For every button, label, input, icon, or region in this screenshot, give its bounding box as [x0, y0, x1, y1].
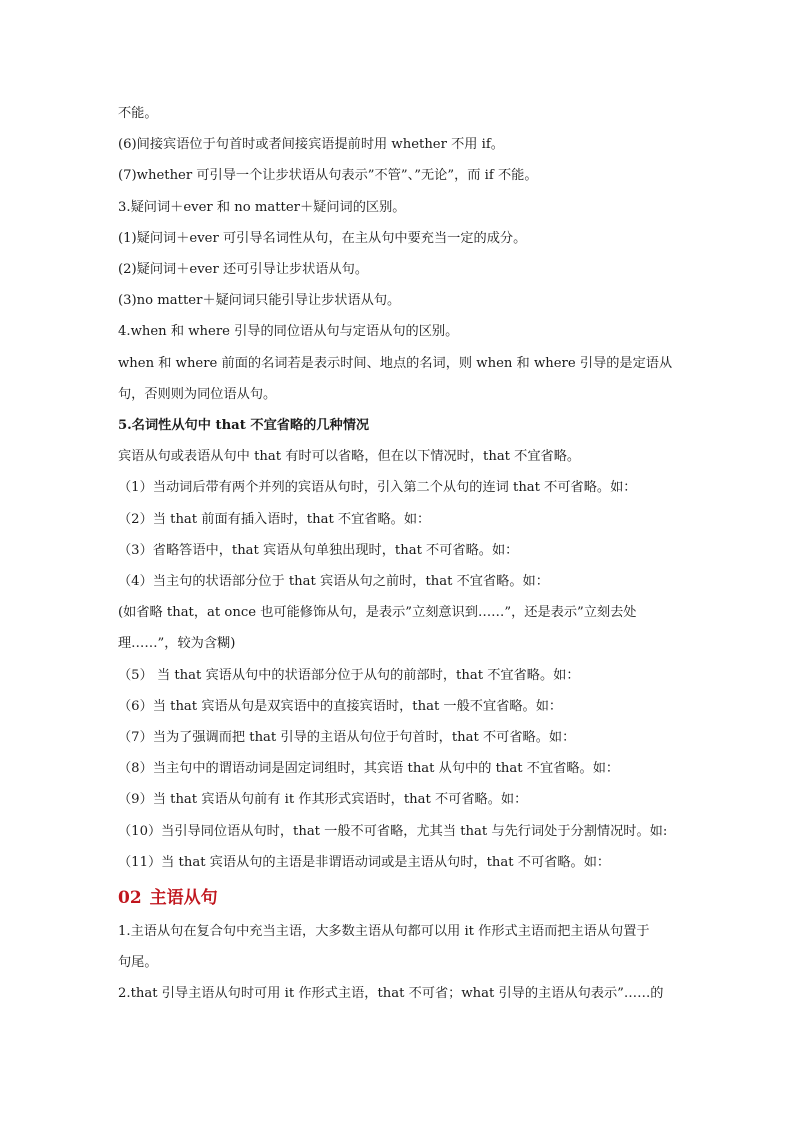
- text-line: 2.that 引导主语从句时可用 it 作形式主语，that 不可省；what 引导的主语从句表示”……的: [118, 986, 664, 1002]
- text-line: (6)间接宾语位于句首时或者间接宾语提前时用 whether 不用 if。: [118, 137, 504, 153]
- text-line: 不能。: [118, 106, 158, 121]
- document-page: [118, 98, 680, 1010]
- list-item: （7）当为了强调而把 that 引导的主语从句位于句首时，that 不可省略。如：: [118, 730, 576, 746]
- section-heading: [118, 880, 680, 916]
- list-item: （4）当主句的状语部分位于 that 宾语从句之前时，that 不宜省略。如：: [118, 574, 549, 590]
- text-line: (7)whether 可引导一个让步状语从句表示”不管”、”无论”，而 if 不能。: [118, 168, 538, 184]
- list-item: （10）当引导同位语从句时，that 一般不可省略，尤其当 that 与先行词处于分割情况时。如:: [118, 823, 668, 839]
- text-line: (3)no matter＋疑问词只能引导让步状语从句。: [118, 293, 401, 309]
- subheading: 5.名词性从句中 that 不宜省略的几种情况: [118, 418, 370, 434]
- text-line: 句，否则则为同位语从句。: [118, 386, 277, 402]
- text-line: (2)疑问词＋ever 还可引导让步状语从句。: [118, 262, 369, 278]
- section-title: 主语从句: [149, 888, 218, 909]
- text-line: 理……”，较为含糊): [118, 636, 236, 652]
- section-number: 02: [118, 888, 142, 909]
- text-line: (如省略 that，at once 也可能修饰从句，是表示”立刻意识到……”，还是表示”立刻去处: [118, 605, 637, 621]
- text-line: 3.疑问词＋ever 和 no matter＋疑问词的区别。: [118, 199, 406, 215]
- list-item: （11）当 that 宾语从句的主语是非谓语动词或是主语从句时，that 不可省略。如：: [118, 854, 611, 870]
- list-item: （9）当 that 宾语从句前有 it 作其形式宾语时，that 不可省略。如：: [118, 792, 528, 808]
- text-line: when 和 where 前面的名词若是表示时间、地点的名词，则 when 和 where 引导的是定语从: [118, 355, 673, 371]
- list-item: （2）当 that 前面有插入语时，that 不宜省略。如：: [118, 511, 431, 527]
- list-item: （3）省略答语中，that 宾语从句单独出现时，that 不可省略。如：: [118, 542, 519, 558]
- text-line: (1)疑问词＋ever 可引导名词性从句，在主从句中要充当一定的成分。: [118, 230, 527, 246]
- text-line: 4.when 和 where 引导的同位语从句与定语从句的区别。: [118, 324, 459, 340]
- list-item: （8）当主句中的谓语动词是固定词组时，其宾语 that 从句中的 that 不宜省略。如：: [118, 761, 620, 777]
- text-line: 句尾。: [118, 955, 158, 971]
- text-line: 1.主语从句在复合句中充当主语，大多数主语从句都可以用 it 作形式主语而把主语从句置于: [118, 924, 650, 940]
- list-item: （5） 当 that 宾语从句中的状语部分位于从句的前部时，that 不宜省略。如：: [118, 667, 580, 683]
- list-item: （1）当动词后带有两个并列的宾语从句时，引入第二个从句的连词 that 不可省略。如：: [118, 480, 637, 496]
- text-line: 宾语从句或表语从句中 that 有时可以省略，但在以下情况时，that 不宜省略。: [118, 449, 581, 465]
- list-item: （6）当 that 宾语从句是双宾语中的直接宾语时，that 一般不宜省略。如：: [118, 698, 563, 714]
